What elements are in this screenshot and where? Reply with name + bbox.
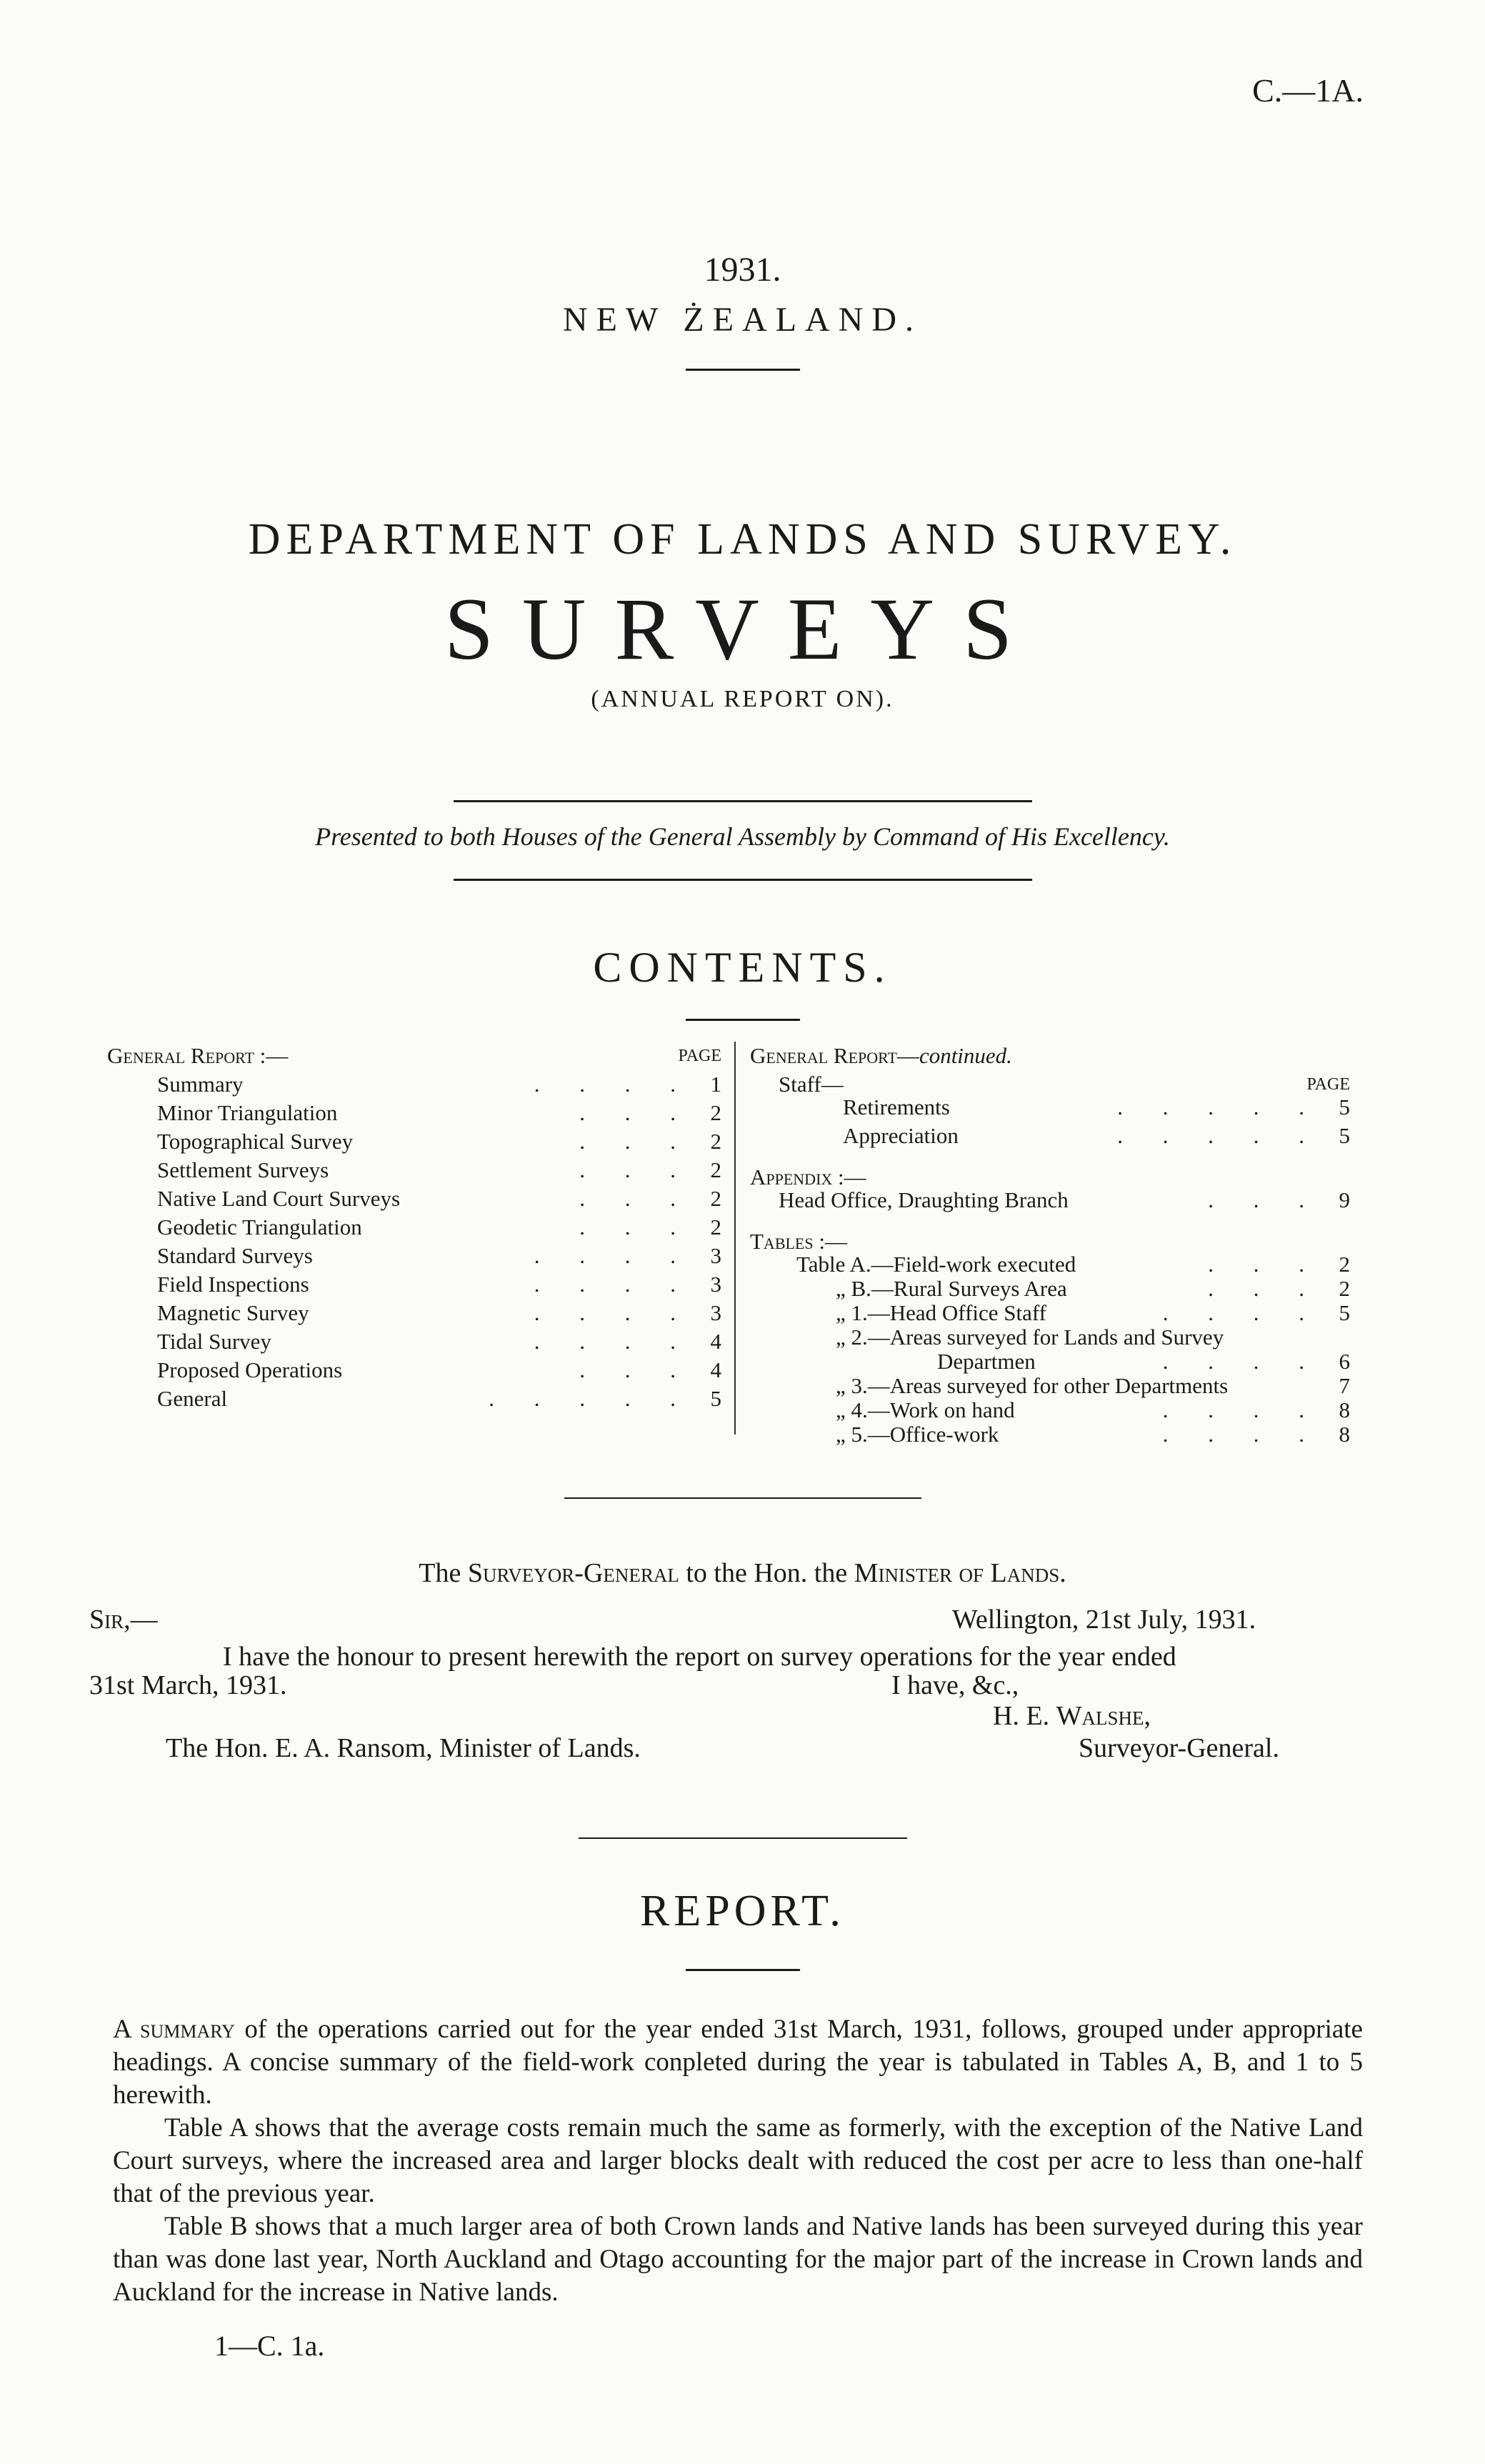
page-footer: 1—C. 1a. bbox=[214, 2330, 325, 2362]
toc-entry-page: 8 bbox=[1339, 1422, 1350, 1447]
letter-heading: The Surveyor-General to the Hon. the Minister of Lands. bbox=[419, 1558, 1066, 1588]
toc-entry-page: 4 bbox=[710, 1357, 721, 1382]
toc-right-column bbox=[750, 1042, 1350, 1445]
place-date: Wellington, 21st July, 1931. bbox=[952, 1605, 1256, 1635]
toc-entry-label: Field Inspections bbox=[157, 1272, 309, 1297]
department-heading: DEPARTMENT OF LANDS AND SURVEY. bbox=[248, 515, 1237, 564]
toc-entry-page: 2 bbox=[710, 1214, 721, 1240]
toc-entry-label: Tidal Survey bbox=[157, 1329, 271, 1354]
contents-heading: CONTENTS. bbox=[593, 944, 892, 991]
toc-entry-page: 5 bbox=[710, 1386, 721, 1411]
presentation-note: Presented to both Houses of the General Assembly by Command of His Excellency. bbox=[315, 822, 1170, 851]
signatory-title: Surveyor-General. bbox=[1079, 1733, 1279, 1763]
report-paragraph: Table A shows that the average costs remain much the same as formerly, with the exception of the Native Land Court surveys, where the increased area and larger blocks dealt with reduced the cost per acre to less than one-half that of the previous year. bbox=[113, 2113, 1363, 2208]
toc-entry-page: 2 bbox=[1339, 1276, 1350, 1301]
toc-section-header-continued: continued. bbox=[919, 1043, 1012, 1068]
toc-entry-label: General bbox=[157, 1386, 228, 1411]
toc-entry-page: 5 bbox=[1339, 1123, 1350, 1148]
toc-entry-page: 8 bbox=[1339, 1397, 1350, 1422]
toc-entry[interactable]: Retirements . . . . . 5 bbox=[750, 1093, 1350, 1122]
toc-header-row bbox=[750, 1042, 1350, 1070]
toc-entry-label: „ 4.—Work on hand bbox=[836, 1397, 1015, 1422]
toc-entry[interactable]: Departmen . . . . 6 bbox=[937, 1349, 1350, 1374]
toc-entry[interactable]: Settlement Surveys . . . 2 bbox=[107, 1156, 721, 1184]
toc-entry-page bbox=[1331, 1323, 1350, 1347]
toc-entry-page: 2 bbox=[710, 1157, 721, 1182]
toc-entry[interactable] bbox=[750, 1323, 1350, 1350]
toc-entry-page: 2 bbox=[1339, 1252, 1350, 1277]
toc-entry-label: „ 5.—Office-work bbox=[836, 1422, 999, 1447]
toc-entry-label: Proposed Operations bbox=[157, 1357, 343, 1382]
toc-entry-label: Summary bbox=[157, 1072, 244, 1097]
signatory: H. E. Walshe, bbox=[993, 1701, 1151, 1731]
toc-header-row bbox=[107, 1042, 721, 1070]
toc-entry-label: „ 1.—Head Office Staff bbox=[836, 1300, 1046, 1325]
divider bbox=[686, 1019, 800, 1021]
report-heading: REPORT. bbox=[640, 1887, 845, 1935]
divider bbox=[579, 1837, 907, 1839]
page-column-label: PAGE bbox=[1306, 1075, 1350, 1094]
toc-entry[interactable]: General . . . . . 5 bbox=[107, 1385, 721, 1413]
toc-entry-label: Native Land Court Surveys bbox=[157, 1186, 401, 1211]
toc-entry[interactable]: Topographical Survey . . . 2 bbox=[107, 1127, 721, 1156]
letter-body-cont: 31st March, 1931. bbox=[89, 1670, 287, 1700]
toc-entry[interactable]: Proposed Operations . . . 4 bbox=[107, 1356, 721, 1385]
toc-section-header: General Report— bbox=[750, 1043, 919, 1068]
toc-entry-page: 2 bbox=[710, 1186, 721, 1211]
toc-entry-label: Magnetic Survey bbox=[157, 1300, 309, 1325]
toc-entry-page: 4 bbox=[710, 1329, 721, 1354]
toc-entry[interactable]: Geodetic Triangulation . . . 2 bbox=[107, 1213, 721, 1242]
toc-entry-label: Retirements bbox=[843, 1094, 950, 1119]
toc-entry[interactable]: „ 1.—Head Office Staff . . . . 5 bbox=[836, 1300, 1350, 1325]
toc-entry-page: 1 bbox=[710, 1072, 721, 1097]
toc-section-header: General Report :— bbox=[107, 1043, 289, 1068]
toc-column-divider bbox=[734, 1042, 736, 1435]
toc-entry[interactable]: Summary . . . . 1 bbox=[107, 1070, 721, 1099]
toc-subsection: Staff— bbox=[779, 1072, 844, 1097]
toc-entry-label: „ 3.—Areas surveyed for other Departments bbox=[836, 1373, 1229, 1398]
divider bbox=[564, 1497, 921, 1499]
toc-entry-label: Departmen bbox=[937, 1349, 1036, 1374]
report-paragraph: A summary of the operations carried out for the year ended 31st March, 1931, follows, grouped under appropriate headings. A concise summary of the field-work conpleted during the year is tabulated in Tables A, B, and 1 to 5 herewith. bbox=[113, 2015, 1363, 2110]
country-heading: NEW ŻEALAND. bbox=[562, 301, 923, 339]
toc-entry-page: 5 bbox=[1339, 1094, 1350, 1119]
report-year: 1931. bbox=[704, 251, 781, 289]
toc-entry[interactable]: Head Office, Draughting Branch . . . 9 bbox=[750, 1186, 1350, 1214]
toc-entry[interactable]: Minor Triangulation . . . 2 bbox=[107, 1099, 721, 1127]
toc-entry-label: Head Office, Draughting Branch bbox=[779, 1187, 1069, 1212]
toc-entry-page: 2 bbox=[710, 1100, 721, 1125]
letter-closing: I have, &c., bbox=[891, 1670, 1019, 1700]
toc-left-column bbox=[107, 1042, 721, 1413]
toc-section-header: Tables :— bbox=[750, 1229, 847, 1254]
toc-entry[interactable]: Field Inspections . . . . 3 bbox=[107, 1270, 721, 1299]
toc-entry-page: 5 bbox=[1339, 1300, 1350, 1325]
toc-entry-page: 7 bbox=[1339, 1373, 1350, 1398]
toc-entry-label: „ 2.—Areas surveyed for Lands and Survey bbox=[836, 1325, 1224, 1350]
divider bbox=[686, 369, 800, 371]
toc-entry-page: 3 bbox=[710, 1272, 721, 1297]
toc-entry-page: 6 bbox=[1339, 1349, 1350, 1374]
page-subtitle: (ANNUAL REPORT ON). bbox=[591, 686, 894, 712]
toc-entry-page: 2 bbox=[710, 1129, 721, 1154]
toc-entry-label: Appreciation bbox=[843, 1123, 959, 1148]
page-column-label: PAGE bbox=[678, 1047, 721, 1065]
toc-entry[interactable]: Standard Surveys . . . . 3 bbox=[107, 1242, 721, 1270]
toc-entry-page: 3 bbox=[710, 1243, 721, 1268]
toc-section-header: Appendix :— bbox=[750, 1164, 866, 1189]
toc-entry-label: „ B.—Rural Surveys Area bbox=[836, 1276, 1067, 1301]
toc-entry[interactable]: Table A.—Field-work executed . . . 2 bbox=[796, 1252, 1350, 1277]
toc-entry[interactable] bbox=[750, 1372, 1350, 1396]
document-reference: C.—1A. bbox=[1252, 72, 1364, 109]
toc-entry-page: 9 bbox=[1339, 1187, 1350, 1212]
addressee: The Hon. E. A. Ransom, Minister of Lands. bbox=[166, 1733, 641, 1763]
toc-entry[interactable]: Native Land Court Surveys . . . 2 bbox=[107, 1184, 721, 1213]
toc-entry[interactable]: Appreciation . . . . . 5 bbox=[750, 1122, 1350, 1150]
toc-entry[interactable]: „ B.—Rural Surveys Area . . . 2 bbox=[836, 1276, 1350, 1301]
divider bbox=[686, 1969, 800, 1971]
salutation: Sir,— bbox=[89, 1605, 158, 1635]
toc-entry-label: Topographical Survey bbox=[157, 1129, 354, 1154]
toc-entry[interactable]: Magnetic Survey . . . . 3 bbox=[107, 1299, 721, 1327]
divider bbox=[454, 879, 1032, 881]
toc-entry-label: Geodetic Triangulation bbox=[157, 1214, 362, 1240]
page-title: SURVEYS bbox=[444, 580, 1041, 678]
report-body bbox=[113, 2013, 1363, 2309]
toc-entry-page: 3 bbox=[710, 1300, 721, 1325]
toc-entry[interactable]: Tidal Survey . . . . 4 bbox=[107, 1327, 721, 1356]
toc-entry-label: Standard Surveys bbox=[157, 1243, 313, 1268]
report-paragraph: Table B shows that a much larger area of both Crown lands and Native lands has been surveyed during this year than was done last year, North Auckland and Otago accounting for the major part of the increase in Crown lands and Auckland for the increase in Native lands. bbox=[113, 2212, 1363, 2307]
toc-entry-label: Table A.—Field-work executed bbox=[796, 1252, 1076, 1277]
letter-body: I have the honour to present herewith the report on survey operations for the year ended bbox=[223, 1642, 1176, 1672]
toc-entry-label: Settlement Surveys bbox=[157, 1157, 329, 1182]
divider bbox=[454, 800, 1032, 802]
toc-entry[interactable]: „ 5.—Office-work . . . . 8 bbox=[836, 1422, 1350, 1447]
toc-entry-label: Minor Triangulation bbox=[157, 1100, 338, 1125]
toc-entry[interactable]: „ 4.—Work on hand . . . . 8 bbox=[836, 1397, 1350, 1422]
